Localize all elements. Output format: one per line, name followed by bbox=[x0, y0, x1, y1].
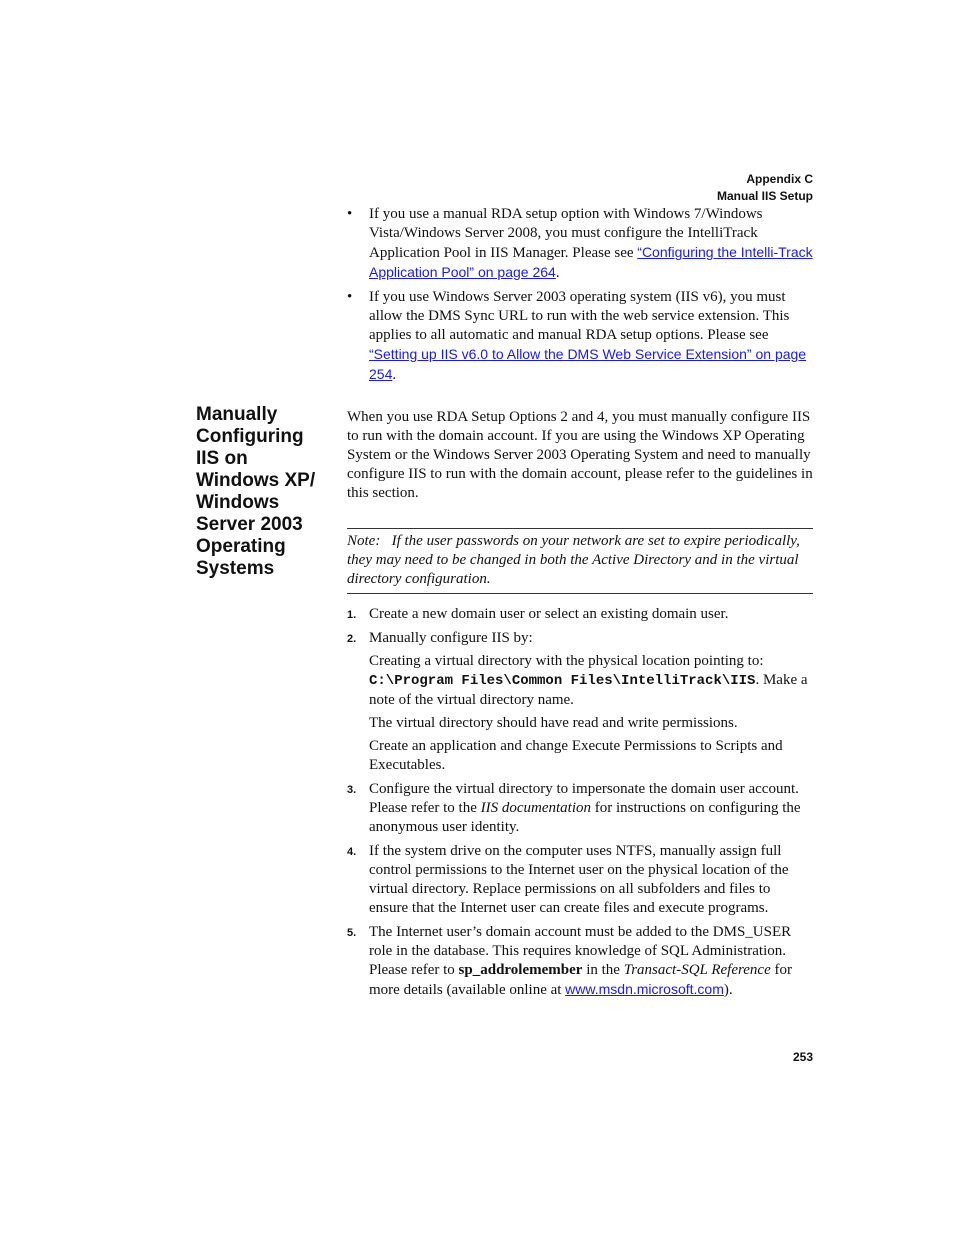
step-text: in the bbox=[582, 962, 624, 978]
step-text: Configure the virtual directory to impersonate the domain user account. Please refer to the bbox=[369, 781, 799, 816]
step-number: 3. bbox=[347, 784, 357, 796]
step-number: 4. bbox=[347, 846, 357, 858]
note-box bbox=[347, 528, 813, 594]
section-heading: Manually Configuring IIS on Windows XP/ Windows Server 2003 Operating Systems bbox=[196, 404, 316, 579]
header-appendix: Appendix C bbox=[746, 172, 813, 186]
cross-reference-link[interactable]: “Setting up IIS v6.0 to Allow the DMS Web Service Extension” on page 254 bbox=[369, 346, 807, 382]
bullet-punct: . bbox=[392, 367, 397, 383]
bullet-item bbox=[347, 288, 813, 385]
header-section: Manual IIS Setup bbox=[716, 189, 813, 203]
step-substep: Create an application and change Execute Permissions to Scripts and Executables. bbox=[369, 738, 783, 773]
bullet-text: If you use Windows Server 2003 operating system (IIS v6), you must allow the DMS Sync URL to run with the web service extension. This applies to all automatic and manual RDA setup options. Please see bbox=[369, 289, 790, 343]
doc-reference: IIS documentation bbox=[480, 800, 592, 816]
substep-text: . Make a note of the virtual directory name. bbox=[369, 672, 808, 708]
step-item bbox=[347, 923, 813, 1000]
step-text: for instructions on configuring the anonymous user identity. bbox=[369, 800, 801, 835]
step-number: 1. bbox=[347, 609, 357, 621]
steps-list bbox=[347, 605, 813, 1005]
step-text: ). bbox=[723, 982, 733, 998]
note-label: Note: bbox=[347, 533, 381, 549]
step-text: Create a new domain user or select an existing domain user. bbox=[369, 606, 729, 622]
bullet-punct: . bbox=[555, 265, 560, 281]
step-text: for more details (available online at bbox=[369, 962, 793, 998]
bullet-marker: • bbox=[347, 289, 353, 305]
bullet-list bbox=[347, 205, 813, 390]
step-item bbox=[347, 842, 813, 918]
msdn-link[interactable]: www.msdn.microsoft.com bbox=[565, 981, 724, 997]
step-text: If the system drive on the computer uses NTFS, manually assign full control permissions to the Internet user on the physical location of the virtual directory. Replace permissions on all subfolders and files to ensure that the Internet user can create files and execute programs. bbox=[369, 843, 789, 916]
intro-paragraph: When you use RDA Setup Options 2 and 4, you must manually configure IIS to run with the domain account. If you are using the Windows XP Operating System or the Windows Server 2003 Operating System and need to manually configure IIS to run with the domain account, please refer to the guidelines in this section. bbox=[347, 409, 813, 501]
bullet-marker: • bbox=[347, 206, 353, 222]
step-item bbox=[347, 629, 813, 775]
procedure-name: sp_addrolemember bbox=[458, 962, 583, 978]
page-number: 253 bbox=[792, 1050, 813, 1064]
step-number: 5. bbox=[347, 927, 357, 939]
bullet-item bbox=[347, 205, 813, 283]
step-item bbox=[347, 605, 813, 624]
running-header bbox=[717, 171, 813, 205]
step-substep bbox=[369, 652, 813, 710]
cross-reference-link[interactable]: “Configuring the Intelli-Track Application Pool” on page 264 bbox=[369, 244, 813, 280]
bullet-text: If you use a manual RDA setup option with Windows 7/Windows Vista/Windows Server 2008, you must configure the IntelliTrack Application Pool in IIS Manager. Please see bbox=[369, 206, 763, 261]
install-path: C:\Program Files\Common Files\IntelliTrack\IIS bbox=[369, 673, 756, 689]
step-text: The Internet user’s domain account must be added to the DMS_USER role in the database. This requires knowledge of SQL Administration. Please refer to bbox=[369, 924, 792, 978]
step-substep: The virtual directory should have read and write permissions. bbox=[369, 715, 738, 731]
note-text: If the user passwords on your network are set to expire periodically, they may need to be changed in both the Active Directory and in the virtual directory configuration. bbox=[347, 533, 800, 587]
step-item bbox=[347, 780, 813, 837]
step-number: 2. bbox=[347, 633, 357, 645]
substep-text: Creating a virtual directory with the physical location pointing to: bbox=[369, 653, 764, 669]
step-text: Manually configure IIS by: bbox=[369, 630, 533, 646]
doc-reference: Transact-SQL Reference bbox=[623, 962, 771, 978]
